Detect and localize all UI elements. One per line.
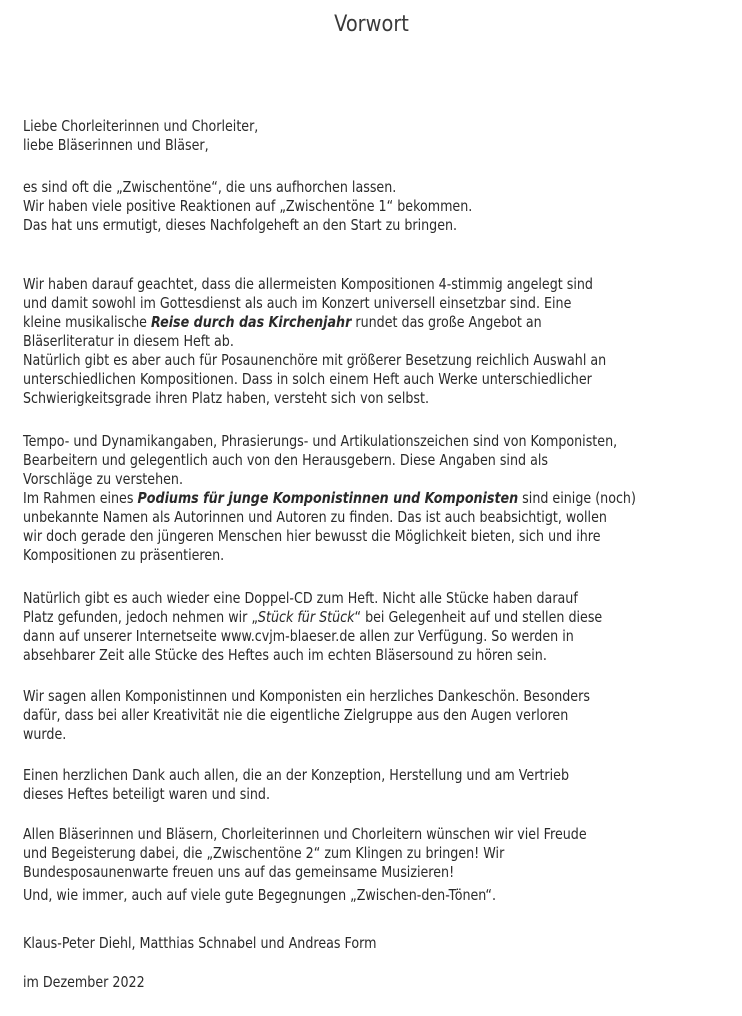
signature: Klaus-Peter Diehl, Matthias Schnabel und Andreas Form [23,934,377,952]
paragraph-line: Natürlich gibt es auch wieder eine Doppel-CD zum Heft. Nicht alle Stücke haben darauf [23,589,578,607]
paragraph-line: Schwierigkeitsgrade ihren Platz haben, versteht sich von selbst. [23,389,430,407]
emphasis: Stück für Stück [257,608,355,626]
text: sind einige (noch) [518,489,636,507]
emphasis: Reise durch das Kirchenjahr [150,313,352,331]
text: Im Rahmen eines [23,489,138,507]
paragraph-line: es sind oft die „Zwischentöne“, die uns aufhorchen lassen. [23,178,397,196]
paragraph-line: Bundesposaunenwarte freuen uns auf das gemeinsame Musizieren! [23,863,455,881]
paragraph-line: absehbarer Zeit alle Stücke des Heftes auch im echten Bläsersound zu hören sein. [23,646,547,664]
paragraph-line: Bearbeitern und gelegentlich auch von den Herausgebern. Diese Angaben sind als [23,451,548,469]
emphasis: Podiums für junge Komponistinnen und Komponisten [137,489,519,507]
paragraph-line: unbekannte Namen als Autorinnen und Autoren zu finden. Das ist auch beabsichtigt, wollen [23,508,607,526]
paragraph-line: Wir sagen allen Komponistinnen und Komponisten ein herzliches Dankeschön. Besonders [23,687,590,705]
text: rundet das große Angebot an [351,313,542,331]
paragraph-line: Allen Bläserinnen und Bläsern, Chorleiterinnen und Chorleitern wünschen wir viel Freude [23,825,587,843]
date: im Dezember 2022 [23,973,145,991]
paragraph-line: Natürlich gibt es aber auch für Posaunenchöre mit größerer Besetzung reichlich Auswahl an [23,351,607,369]
paragraph-line: unterschiedlichen Kompositionen. Dass in solch einem Heft auch Werke unterschiedlicher [23,370,592,388]
page-title-text: Vorwort [333,12,409,37]
text: “ bei Gelegenheit auf und stellen diese [354,608,603,626]
paragraph-line: Einen herzlichen Dank auch allen, die an der Konzeption, Herstellung und am Vertrieb [23,766,570,784]
paragraph-line: dann auf unserer Internetseite www.cvjm-blaeser.de allen zur Verfügung. So werden in [23,627,574,645]
paragraph-line [23,608,602,627]
salutation-line: Liebe Chorleiterinnen und Chorleiter, [23,117,259,135]
paragraph-line: wir doch gerade den jüngeren Menschen hier bewusst die Möglichkeit bieten, sich und ihre [23,527,601,545]
text: kleine musikalische [23,313,151,331]
text: Platz gefunden, jedoch nehmen wir „ [23,608,258,626]
salutation-line: liebe Bläserinnen und Bläser, [23,136,209,154]
paragraph-line: Wir haben darauf geachtet, dass die allermeisten Kompositionen 4-stimmig angelegt sind [23,275,593,293]
paragraph-line: dieses Heftes beteiligt waren und sind. [23,785,271,803]
paragraph-line: und damit sowohl im Gottesdienst als auch im Konzert universell einsetzbar sind. Eine [23,294,572,312]
paragraph-line: Kompositionen zu präsentieren. [23,546,225,564]
paragraph-line [23,489,636,508]
paragraph-line: wurde. [23,725,67,743]
paragraph-line: Wir haben viele positive Reaktionen auf „Zwischentöne 1“ bekommen. [23,197,473,215]
paragraph-line: Das hat uns ermutigt, dieses Nachfolgeheft an den Start zu bringen. [23,216,458,234]
paragraph-line: Vorschläge zu verstehen. [23,470,183,488]
paragraph-line: Bläserliteratur in diesem Heft ab. [23,332,234,350]
paragraph-line: und Begeisterung dabei, die „Zwischentöne 2“ zum Klingen zu bringen! Wir [23,844,505,862]
paragraph-line: dafür, dass bei aller Kreativität nie die eigentliche Zielgruppe aus den Augen verloren [23,706,569,724]
page-title [0,12,742,37]
paragraph-line [23,313,542,332]
paragraph-line: Tempo- und Dynamikangaben, Phrasierungs- und Artikulationszeichen sind von Komponisten, [23,432,618,450]
paragraph-line: Und, wie immer, auch auf viele gute Begegnungen „Zwischen-den-Tönen“. [23,886,497,904]
